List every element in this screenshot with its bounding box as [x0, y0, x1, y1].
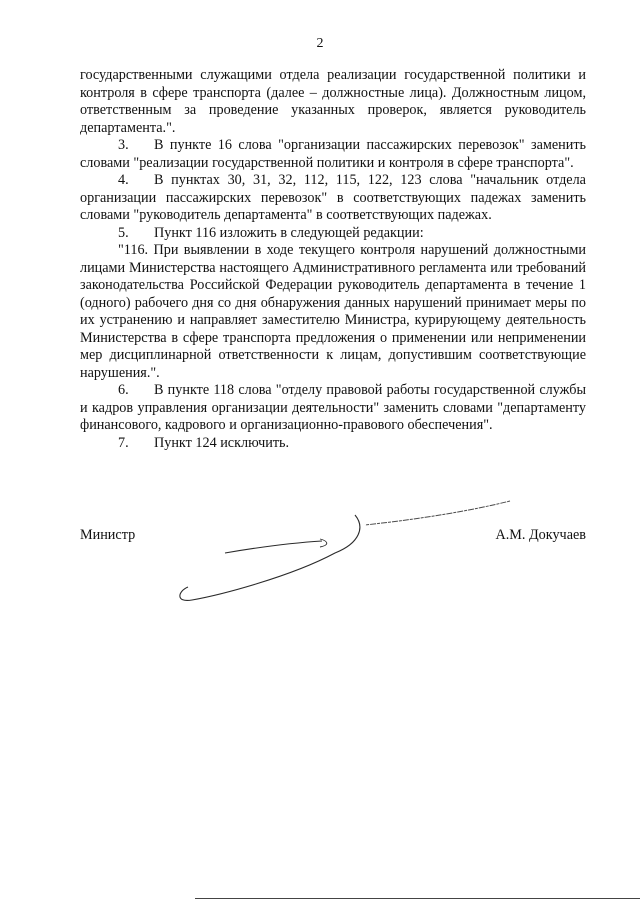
- paragraph-text: В пункте 16 слова "организации пассажирских перевозок" заменить словами "реализации государственной политики и контроля в сфере транспорта".: [80, 137, 586, 171]
- document-body: [80, 67, 586, 452]
- paragraph-text: "116. При выявлении в ходе текущего контроля нарушений должностными лицами Министерства настоящего Административного регламента или требований законодательства Российской Федерации руководитель департамента в течение 1 (одного) рабочего дня со дня обнаружения данных нарушений принимает меры по их устранению и направляет заместителю Министра, курирующему деятельность Министерства в сфере транспорта предложения о применении или неприменении мер дисциплинарной ответственности к лицам, допустившим соответствующие нарушения.".: [80, 242, 586, 381]
- paragraph-item-5: [80, 225, 586, 243]
- paragraph-item-3: [80, 137, 586, 172]
- signatory-role: Министр: [80, 527, 136, 543]
- handwritten-signature: [170, 495, 520, 610]
- paragraph-continuation: [80, 67, 586, 137]
- paragraph-item-6: [80, 382, 586, 435]
- paragraph-text: Пункт 124 исключить.: [154, 434, 290, 451]
- paragraph-quote-116: [80, 242, 586, 382]
- paragraph-item-4: [80, 172, 586, 225]
- paragraph-number: 3.: [118, 137, 129, 153]
- paragraph-number: 4.: [118, 172, 129, 188]
- paragraph-number: 5.: [118, 224, 129, 241]
- signatory-name: А.М. Докучаев: [495, 527, 586, 543]
- paragraph-text: Пункт 116 изложить в следующей редакции:: [154, 224, 424, 241]
- page-edge-line: [195, 898, 640, 899]
- paragraph-text: В пункте 118 слова "отделу правовой работы государственной службы и кадров управления организации деятельности" заменить словами "департаменту финансового, кадрового и организационно-правового обеспечения".: [80, 382, 586, 433]
- paragraph-text: В пунктах 30, 31, 32, 112, 115, 122, 123 слова "начальник отдела организации пассажирских перевозок" в соответствующих падежах заменить словами "руководитель департамента" в соответствующих падежах.: [80, 172, 586, 223]
- paragraph-number: 7.: [118, 434, 129, 451]
- paragraph-number: 6.: [118, 382, 129, 398]
- page-number: 2: [316, 36, 324, 51]
- paragraph-item-7: [80, 435, 586, 453]
- paragraph-text: государственными служащими отдела реализации государственной политики и контроля в сфере транспорта (далее – должностные лица). Должностным лицом, ответственным за проведение указанных проверок, является руководитель департамента.".: [80, 67, 586, 136]
